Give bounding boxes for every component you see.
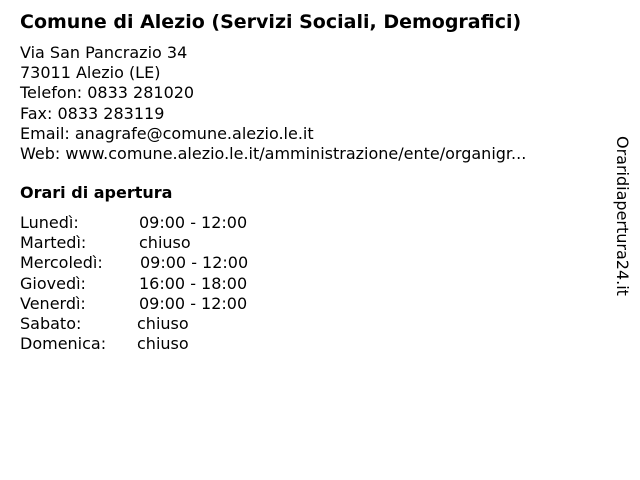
day-hours: 09:00 - 12:00 <box>139 293 248 313</box>
page-title: Comune di Alezio (Servizi Sociali, Demografici) <box>20 11 522 33</box>
day-hours: 09:00 - 12:00 <box>139 213 248 232</box>
day-label: Giovedì: <box>20 273 86 293</box>
email-address: Email: anagrafe@comune.alezio.le.it <box>20 123 314 143</box>
day-label: Venerdì: <box>20 293 86 313</box>
day-label: Martedì: <box>20 233 87 253</box>
fax-number: Fax: 0833 283119 <box>20 103 165 123</box>
day-label: Mercoledì: <box>20 253 103 273</box>
website-url: Web: www.comune.alezio.le.it/amministrazione/ente/organigr... <box>20 144 527 164</box>
day-label: Domenica: <box>20 334 107 354</box>
day-hours: chiuso <box>137 313 189 333</box>
phone-number: Telefon: 0833 281020 <box>20 83 195 103</box>
contact-block <box>20 43 526 164</box>
day-hours: 16:00 - 18:00 <box>139 273 248 293</box>
day-hours: chiuso <box>137 334 189 354</box>
address-city: 73011 Alezio (LE) <box>20 63 161 83</box>
opening-hours-heading: Orari di apertura <box>20 183 173 202</box>
day-label: Lunedì: <box>20 213 79 232</box>
site-watermark: Oraridiapertura24.it <box>613 136 632 296</box>
day-hours: 09:00 - 12:00 <box>140 253 249 273</box>
address-street: Via San Pancrazio 34 <box>20 43 188 62</box>
day-label: Sabato: <box>20 313 82 333</box>
day-hours: chiuso <box>139 233 191 253</box>
